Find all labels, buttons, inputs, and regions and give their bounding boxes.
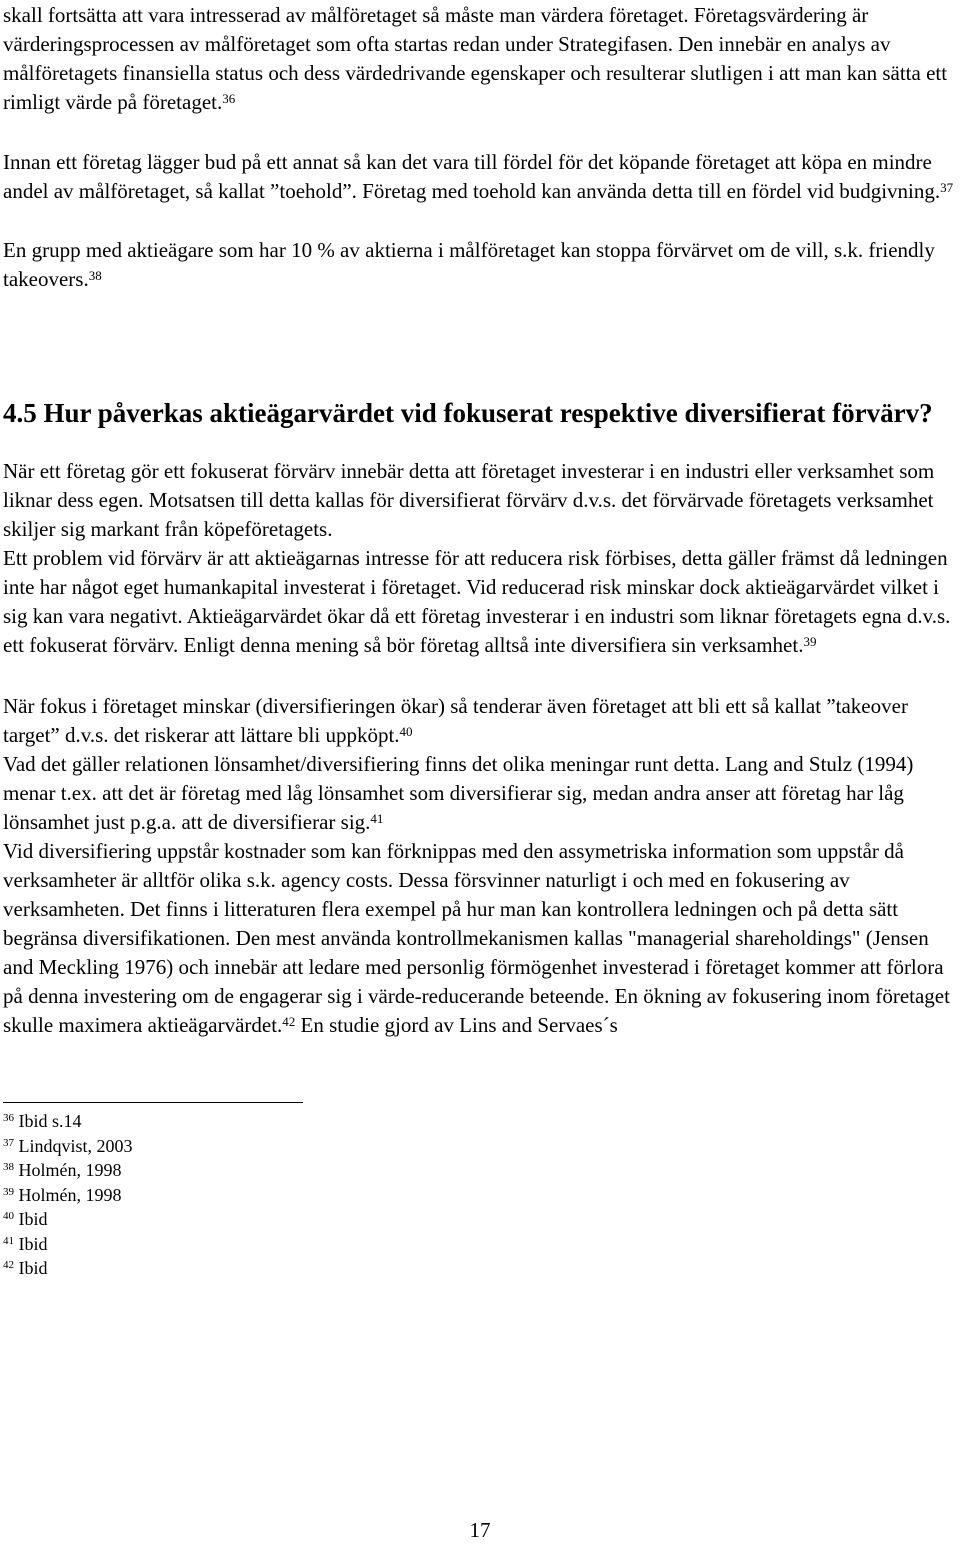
footnote-ref: 37 bbox=[940, 180, 954, 195]
footnote-ref: 40 bbox=[399, 724, 413, 739]
footnote: $^{42}$ Ibid bbox=[3, 1258, 48, 1278]
footnote: $^{37}$ Lindqvist, 2003 bbox=[3, 1135, 133, 1156]
paragraph: När ett företag gör ett fokuserat förvärv innebär detta att företaget investerar i en industri eller verksamhet som liknar dess egen. Motsatsen till detta kallas för diversifierat förvärv d.v.s. det förvärvade företagets verksamhet skiljer sig markant från köpeföretagets. bbox=[3, 459, 935, 541]
footnote-ref: 41 bbox=[370, 811, 384, 826]
footnote: $^{39}$ Holmén, 1998 bbox=[3, 1184, 122, 1205]
paragraph: skall fortsätta att vara intresserad av målföretaget så måste man värdera företaget. Företagsvärdering är värderingsprocessen av målföretaget som ofta startas redan under Strategifasen. Den innebär en analys av målföretagets finansiella status och dess värdedrivande egenskaper och resulterar slutligen i att man kan sätta ett rimligt värde på företaget.$^{36}$ bbox=[3, 3, 948, 114]
section-heading: 4.5 Hur påverkas aktieägarvärdet vid fokuserat respektive diversifierat förvärv? bbox=[3, 398, 933, 428]
paragraph: Innan ett företag lägger bud på ett annat så kan det vara till fördel för det köpande företaget att köpa en mindre andel av målföretaget, så kallat ”toehold”. Företag med toehold kan använda detta till en fördel vid budgivning.$^{37}$ bbox=[3, 150, 954, 203]
footnote: $^{38}$ Holmén, 1998 bbox=[3, 1160, 122, 1180]
paragraph: Vid diversifiering uppstår kostnader som kan förknippas med den assymetriska information som uppstår då verksamheter är alltför olika s.k. agency costs. Dessa försvinner naturligt i och med en fokusering av verksamheten. Det finns i litteraturen flera exempel på hur man kan kontrollera ledningen och på detta sätt begränsa diversifikationen. Den mest använda kontrollmekanismen kallas "managerial shareholdings" (Jensen and Meckling 1976) och innebär att ledare med personlig förmögenhet investerad i företaget kommer att förlora på denna investering om de engagerar sig i värde-reducerande beteende. En ökning av fokusering inom företaget skulle maximera aktieägarvärdet.$^{42}$ En studie gjord av Lins and Servaes´s bbox=[3, 839, 950, 1037]
footnote: $^{41}$ Ibid bbox=[3, 1233, 48, 1254]
paragraph: Vad det gäller relationen lönsamhet/diversifiering finns det olika meningar runt detta. Lang and Stulz (1994) menar t.ex. att det är företag med låg lönsamhet som diversifierar sig, medan andra anser att företag har låg lönsamhet just p.g.a. att de diversifierar sig.$^{41}$ bbox=[3, 752, 914, 834]
document-page bbox=[3, 0, 958, 1281]
paragraph: En grupp med aktieägare som har 10 % av aktierna i målföretaget kan stoppa förvärvet om de vill, s.k. friendly takeovers.$^{38}$ bbox=[3, 238, 935, 291]
footnote-ref: 38 bbox=[88, 268, 102, 283]
footnote: $^{36}$ Ibid s.14 bbox=[3, 1111, 82, 1131]
paragraph: Ett problem vid förvärv är att aktieägarnas intresse för att reducera risk förbises, detta gäller främst då ledningen inte har något eget humankapital investerat i företaget. Vid reducerad risk minskar dock aktieägarvärdet vilket i sig kan vara negativt. Aktieägarvärdet ökar då ett företag investerar i en industri som liknar företagets egna d.v.s. ett fokuserat förvärv. Enligt denna mening så bör företag alltså inte diversifiera sin verksamhet.$^{39}$ bbox=[3, 546, 951, 657]
paragraph: När fokus i företaget minskar (diversifieringen ökar) så tenderar även företaget att bli ett så kallat ”takeover target” d.v.s. det riskerar att lättare bli uppköpt.$^{40}$ bbox=[3, 694, 908, 747]
footnotes bbox=[3, 1109, 958, 1281]
page-number: 17 bbox=[469, 1518, 491, 1542]
footnote: $^{40}$ Ibid bbox=[3, 1209, 48, 1229]
footnote-ref: 42 bbox=[282, 1014, 296, 1029]
footnote-ref: 39 bbox=[803, 634, 817, 649]
footnote-ref: 36 bbox=[222, 91, 236, 106]
